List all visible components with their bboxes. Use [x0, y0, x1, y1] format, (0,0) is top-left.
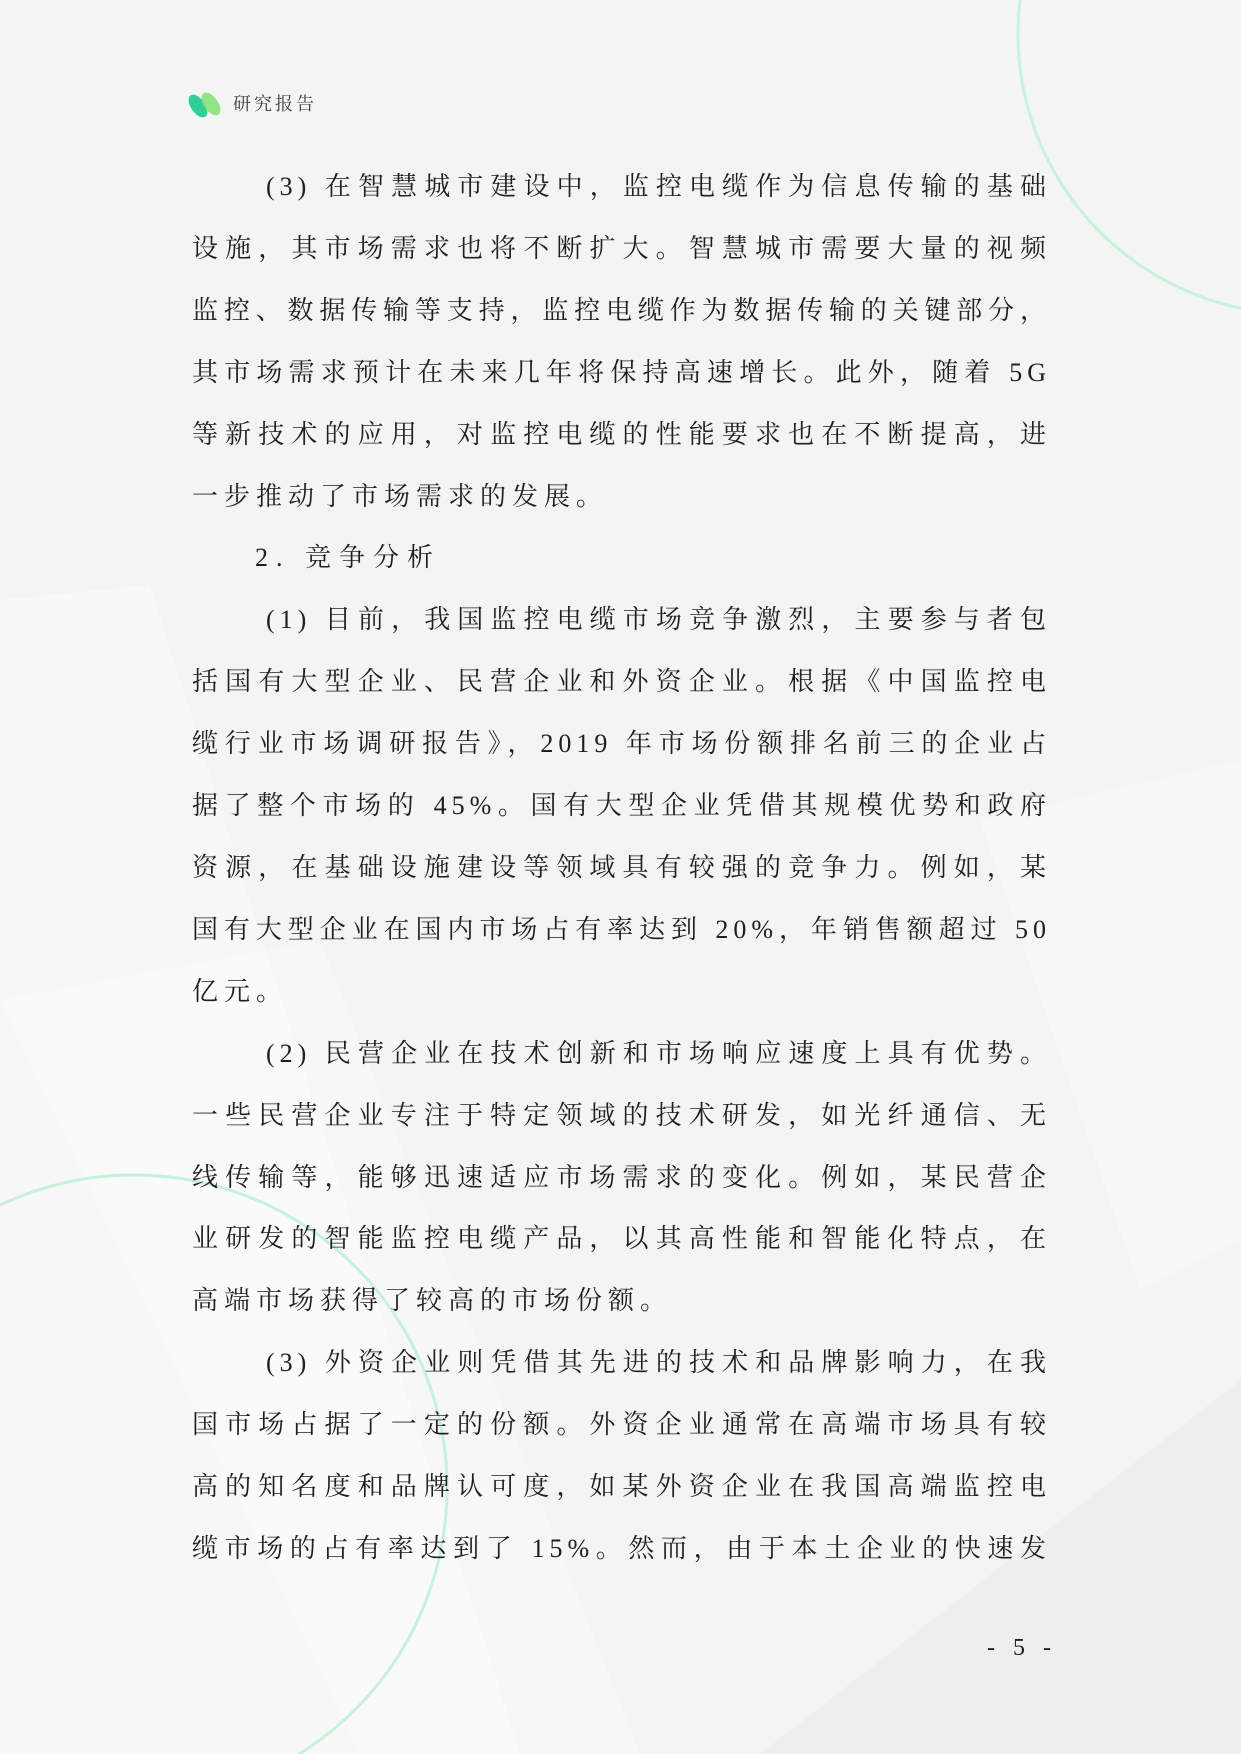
text-line: 缆市场的占有率达到了 15%。然而，由于本土企业的快速发 — [192, 1533, 1051, 1563]
text-line: 国市场占据了一定的份额。外资企业通常在高端市场具有较 — [192, 1410, 1051, 1440]
page-number: - 5 - — [987, 1635, 1057, 1661]
text-line: 缆行业市场调研报告》，2019 年市场份额排名前三的企业占 — [192, 729, 1051, 759]
text-line: 一步推动了市场需求的发展。 — [192, 481, 609, 511]
paragraph-smart-city-demand — [192, 156, 1051, 527]
text-line: (3) 在智慧城市建设中，监控电缆作为信息传输的基础 — [266, 172, 1051, 201]
paragraph-competition-state-owned — [192, 589, 1051, 1022]
text-line: 其市场需求预计在未来几年将保持高速增长。此外，随着 5G — [192, 357, 1051, 387]
text-line: 国有大型企业在国内市场占有率达到 20%，年销售额超过 50 — [192, 914, 1051, 944]
text-line: 业研发的智能监控电缆产品，以其高性能和智能化特点，在 — [192, 1224, 1051, 1254]
text-line: 亿元。 — [192, 976, 289, 1006]
text-line: 高的知名度和品牌认可度，如某外资企业在我国高端监控电 — [192, 1472, 1051, 1502]
text-line: (1) 目前，我国监控电缆市场竞争激烈，主要参与者包 — [266, 605, 1051, 635]
text-line: 一些民营企业专注于特定领域的技术研发，如光纤通信、无 — [192, 1100, 1051, 1130]
paragraph-competition-foreign — [192, 1332, 1051, 1580]
text-line: 高端市场获得了较高的市场份额。 — [192, 1286, 673, 1316]
text-line: 监控、数据传输等支持，监控电缆作为数据传输的关键部分， — [192, 295, 1051, 325]
decorative-arc-top-right — [1018, 0, 1241, 314]
text-line: 设施，其市场需求也将不断扩大。智慧城市需要大量的视频 — [192, 233, 1051, 263]
text-line: (2) 民营企业在技术创新和市场响应速度上具有优势。 — [266, 1038, 1051, 1068]
logo-icon — [187, 89, 222, 121]
text-line: (3) 外资企业则凭借其先进的技术和品牌影响力，在我 — [266, 1348, 1051, 1378]
report-type-label: 研究报告 — [233, 94, 317, 115]
text-line: 线传输等，能够迅速适应市场需求的变化。例如，某民营企 — [192, 1162, 1051, 1192]
text-line: 等新技术的应用，对监控电缆的性能要求也在不断提高，进 — [192, 419, 1051, 449]
report-body — [192, 156, 1051, 1580]
text-line: 据了整个市场的 45%。国有大型企业凭借其规模优势和政府 — [192, 791, 1051, 821]
text-line: 括国有大型企业、民营企业和外资企业。根据《中国监控电 — [192, 667, 1051, 697]
paragraph-competition-private — [192, 1023, 1051, 1333]
text-line: 资源，在基础设施建设等领域具有较强的竞争力。例如，某 — [192, 852, 1051, 882]
section-heading: 2. 竞争分析 — [255, 543, 442, 573]
